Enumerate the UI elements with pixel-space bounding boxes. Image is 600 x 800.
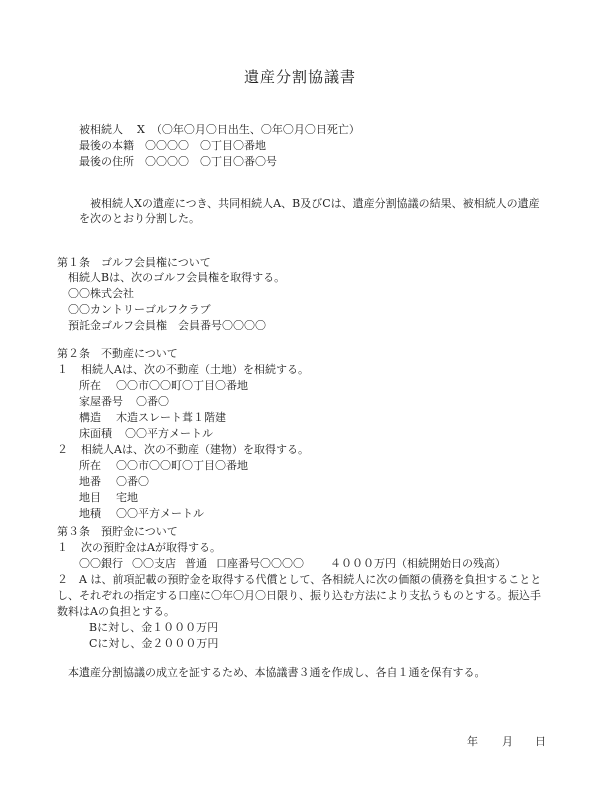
land-item [79, 411, 226, 425]
paragraph-number: ２ [57, 443, 68, 456]
article-3-paragraph-1 [57, 541, 221, 555]
item-label: 床面積 [79, 427, 112, 440]
building-item [79, 459, 248, 473]
article-1-membership: 預託金ゴルフ会員権 会員番号〇〇〇〇 [68, 319, 266, 332]
item-label: 地積 [79, 507, 101, 520]
land-item [79, 395, 169, 409]
article-2-paragraph-2 [57, 443, 309, 457]
paragraph-text: 相続人Aは、次の不動産（土地）を相続する。 [81, 363, 309, 376]
item-label: 構造 [79, 411, 101, 424]
preamble-line-2: を次のとおり分割した。 [79, 212, 200, 225]
domicile-line [79, 139, 266, 153]
address-detail: 〇丁目〇番〇号 [200, 155, 277, 168]
item-label: 家屋番号 [79, 395, 123, 408]
domicile-city: 〇〇〇〇 [145, 139, 189, 152]
deposit-amount: ４０００万円（相続開始日の残高） [330, 557, 506, 570]
decedent-dates: （〇年〇月〇日出生、〇年〇月〇日死亡） [150, 123, 360, 136]
article-2-heading: 第２条 不動産について [57, 347, 178, 360]
item-value: 〇〇平方メートル [116, 507, 204, 520]
article-3-paragraph-2-line-3: 数料はAの負担とする。 [57, 605, 175, 618]
article-2-paragraph-1 [57, 363, 309, 377]
date-year: 年 [467, 735, 478, 748]
deposit-bank: 〇〇銀行 [79, 557, 123, 570]
item-value: 〇〇市〇〇町〇丁目〇番地 [116, 459, 248, 472]
item-value: 〇番〇 [136, 395, 169, 408]
domicile-address: 〇丁目〇番地 [200, 139, 266, 152]
payment-b: Bに対し、金１０００万円 [89, 621, 219, 634]
payment-c: Cに対し、金２０００万円 [89, 637, 219, 650]
item-label: 所在 [79, 459, 101, 472]
building-item [79, 475, 149, 489]
item-label: 地目 [79, 491, 101, 504]
decedent-label: 被相続人 [79, 123, 123, 136]
paragraph-text: 次の預貯金はAが取得する。 [81, 541, 221, 554]
article-1-club: 〇〇カントリーゴルフクラブ [68, 303, 211, 316]
item-value: 木造スレート葺１階建 [116, 411, 226, 424]
item-value: 〇〇平方メートル [125, 427, 213, 440]
deposit-type: 普通 [185, 557, 207, 570]
closing-statement: 本遺産分割協議の成立を証するため、本協議書３通を作成し、各自１通を保有する。 [68, 666, 486, 679]
deposit-account: 口座番号〇〇〇〇 [216, 557, 304, 570]
document-title: 遺産分割協議書 [243, 68, 356, 86]
preamble-line-1: 被相続人Xの遺産につき、共同相続人A、B及びCは、遺産分割協議の結果、被相続人の遺産 [90, 197, 540, 210]
deposit-branch: 〇〇支店 [132, 557, 176, 570]
land-item [79, 427, 213, 441]
address-city: 〇〇〇〇 [145, 155, 189, 168]
domicile-label: 最後の本籍 [79, 139, 134, 152]
article-3-paragraph-2-line-1: ２ A は、前項記載の預貯金を取得する代償として、各相続人に次の価額の債務を負担することと [57, 573, 542, 586]
building-item [79, 507, 204, 521]
paragraph-text: 相続人Aは、次の不動産（建物）を取得する。 [81, 443, 309, 456]
paragraph-number: １ [57, 541, 68, 554]
article-1-company: 〇〇株式会社 [68, 287, 134, 300]
item-value: 〇〇市〇〇町〇丁目〇番地 [116, 379, 248, 392]
date-day: 日 [535, 735, 546, 748]
article-3-heading: 第３条 預貯金について [57, 525, 178, 538]
article-3-paragraph-2-line-2: し、それぞれの指定する口座に〇年〇月〇日限り、振り込む方法により支払うものとする。振込手 [57, 589, 541, 602]
date-month: 月 [502, 735, 513, 748]
address-line [79, 155, 277, 169]
article-1-text: 相続人Bは、次のゴルフ会員権を取得する。 [68, 271, 286, 284]
building-item [79, 491, 138, 505]
paragraph-number: １ [57, 363, 68, 376]
item-label: 所在 [79, 379, 101, 392]
item-value: 宅地 [116, 491, 138, 504]
address-label: 最後の住所 [79, 155, 134, 168]
land-item [79, 379, 248, 393]
decedent-name: X [137, 123, 145, 136]
deposit-line [79, 557, 506, 571]
item-value: 〇番〇 [116, 475, 149, 488]
item-label: 地番 [79, 475, 101, 488]
decedent-line [79, 123, 360, 137]
article-1-heading: 第１条 ゴルフ会員権について [57, 256, 211, 269]
